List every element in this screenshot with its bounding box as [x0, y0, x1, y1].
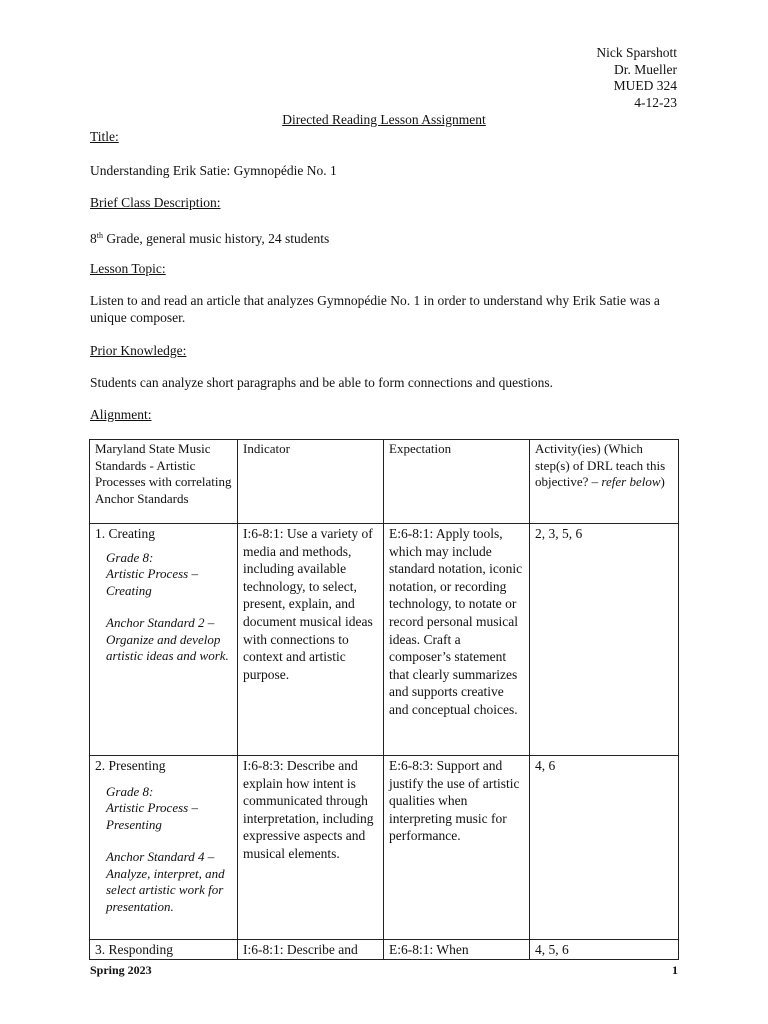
grade-label: Grade 8: [106, 783, 154, 799]
artistic-process-label: Artistic Process – Creating [106, 566, 198, 598]
artistic-process-label: Artistic Process – Presenting [106, 800, 198, 832]
standards-cell [90, 756, 238, 940]
grade-number: 8 [90, 231, 97, 246]
process-label: 1. Creating [95, 526, 155, 541]
activities-cell: 4, 5, 6 [530, 940, 679, 960]
lesson-topic-label: Lesson Topic: [90, 261, 166, 276]
alignment-label: Alignment: [90, 407, 152, 422]
grade-label: Grade 8: [106, 549, 154, 565]
anchor-standard-label: Anchor Standard 2 – Organize and develop artistic ideas and work. [106, 615, 229, 664]
expectation-cell: E:6-8:3: Support and justify the use of artistic qualities when interpreting music for performance. [384, 756, 530, 940]
table-row [90, 524, 679, 756]
standards-cell [90, 524, 238, 756]
class-description-label: Brief Class Description: [90, 195, 221, 210]
footer-term: Spring 2023 [90, 963, 152, 977]
process-label: 2. Presenting [95, 758, 166, 773]
indicator-cell: I:6-8:1: Use a variety of media and methods, including available technology, to select, present, explain, and document musical ideas with connections to context and artistic purpose. [238, 524, 384, 756]
header-activities-italic: refer below [601, 474, 661, 489]
expectation-cell: E:6-8:1: Apply tools, which may include standard notation, iconic notation, or recording technology, to notate or record personal musical ideas. Craft a composer’s statement that clearly summarizes and supports creative and conceptual choices. [384, 524, 530, 756]
author-name: Nick Sparshott [596, 45, 677, 60]
indicator-cell: I:6-8:1: Describe and [238, 940, 384, 960]
alignment-table [89, 439, 679, 960]
grade-suffix: th [96, 231, 103, 240]
standards-cell: 3. Responding [90, 940, 238, 960]
title-label: Title: [90, 129, 119, 144]
footer-page-number: 1 [672, 963, 678, 977]
header-expectation: Expectation [384, 440, 530, 524]
class-description-rest: Grade, general music history, 24 students [102, 231, 330, 246]
header-indicator: Indicator [238, 440, 384, 524]
document-title: Directed Reading Lesson Assignment [282, 112, 486, 127]
header-standards: Maryland State Music Standards - Artistic Processes with correlating Anchor Standards [90, 440, 238, 524]
header-block [596, 45, 677, 111]
prior-knowledge-value: Students can analyze short paragraphs and be able to form connections and questions. [90, 375, 553, 390]
table-header-row [90, 440, 679, 524]
header-activities-main: Activity(ies) (Which step(s) of DRL teach this objective? – [535, 441, 666, 489]
expectation-cell: E:6-8:1: When [384, 940, 530, 960]
title-value: Understanding Erik Satie: Gymnopédie No. 1 [90, 163, 337, 178]
class-description-value [90, 227, 690, 247]
table-row [90, 940, 679, 960]
header-activities-end: ) [660, 474, 665, 489]
instructor-name: Dr. Mueller [614, 61, 677, 77]
document-date: 4-12-23 [634, 94, 677, 110]
lesson-topic-value: Listen to and read an article that analyzes Gymnopédie No. 1 in order to understand why Erik Satie was a unique composer. [90, 293, 660, 325]
prior-knowledge-label: Prior Knowledge: [90, 343, 187, 358]
indicator-cell: I:6-8:3: Describe and explain how intent is communicated through interpretation, including expressive aspects and musical elements. [238, 756, 384, 940]
header-activities [530, 440, 679, 524]
activities-cell: 4, 6 [530, 756, 679, 940]
anchor-standard-label: Anchor Standard 4 – Analyze, interpret, and select artistic work for presentation. [106, 849, 225, 914]
activities-cell: 2, 3, 5, 6 [530, 524, 679, 756]
course-code: MUED 324 [613, 78, 677, 93]
table-row [90, 756, 679, 940]
